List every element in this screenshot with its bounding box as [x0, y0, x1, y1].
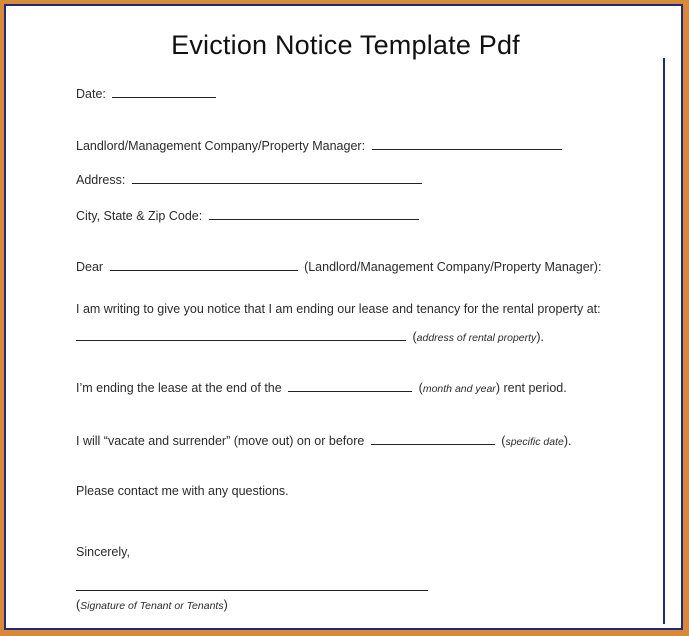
address-field — [76, 172, 425, 187]
dear-label: Dear — [76, 260, 104, 274]
signature-blank[interactable] — [76, 579, 428, 591]
signature-hint: Signature of Tenant or Tenants — [80, 600, 224, 612]
date-blank[interactable] — [112, 86, 216, 98]
salutation-line — [76, 259, 601, 274]
vacate-date-blank[interactable] — [371, 433, 495, 445]
contact-sentence: Please contact me with any questions. — [76, 484, 289, 498]
city-label: City, State & Zip Code: — [76, 209, 203, 223]
date-label: Date: — [76, 87, 106, 101]
dear-blank[interactable] — [110, 259, 298, 271]
address-label: Address: — [76, 173, 126, 187]
rental-address-line: (address of rental property). — [76, 329, 544, 344]
ending-line: I’m ending the lease at the end of the (month and year) rent period. — [76, 381, 567, 395]
border-line — [663, 58, 665, 624]
notice-sentence: I am writing to give you notice that I am ending our lease and tenancy for the rental property at: — [76, 302, 601, 316]
dear-suffix: (Landlord/Management Company/Property Manager): — [304, 260, 602, 274]
landlord-blank[interactable] — [372, 138, 562, 150]
closing: Sincerely, — [76, 545, 130, 559]
landlord-label: Landlord/Management Company/Property Manager: — [76, 139, 366, 153]
rental-address-blank[interactable] — [76, 329, 406, 341]
address-hint: address of rental property — [416, 332, 537, 344]
month-year-hint: month and year — [422, 383, 496, 395]
vacate-hint: specific date — [505, 436, 564, 448]
city-blank[interactable] — [209, 208, 419, 220]
vacate-line: I will “vacate and surrender” (move out) on or before (specific date). — [76, 434, 572, 448]
address-blank[interactable] — [132, 172, 422, 184]
month-year-blank[interactable] — [288, 380, 412, 392]
signature-caption: (Signature of Tenant or Tenants) — [76, 598, 228, 612]
ending-prefix: I’m ending the lease at the end of the — [76, 381, 282, 395]
vacate-prefix: I will “vacate and surrender” (move out) on or before — [76, 434, 365, 448]
city-field — [76, 208, 422, 223]
document-title: Eviction Notice Template Pdf — [171, 30, 520, 60]
signature-line — [76, 579, 431, 594]
ending-suffix: rent period. — [503, 381, 567, 395]
document-page — [4, 4, 683, 630]
landlord-field — [76, 138, 565, 153]
date-field — [76, 86, 219, 101]
